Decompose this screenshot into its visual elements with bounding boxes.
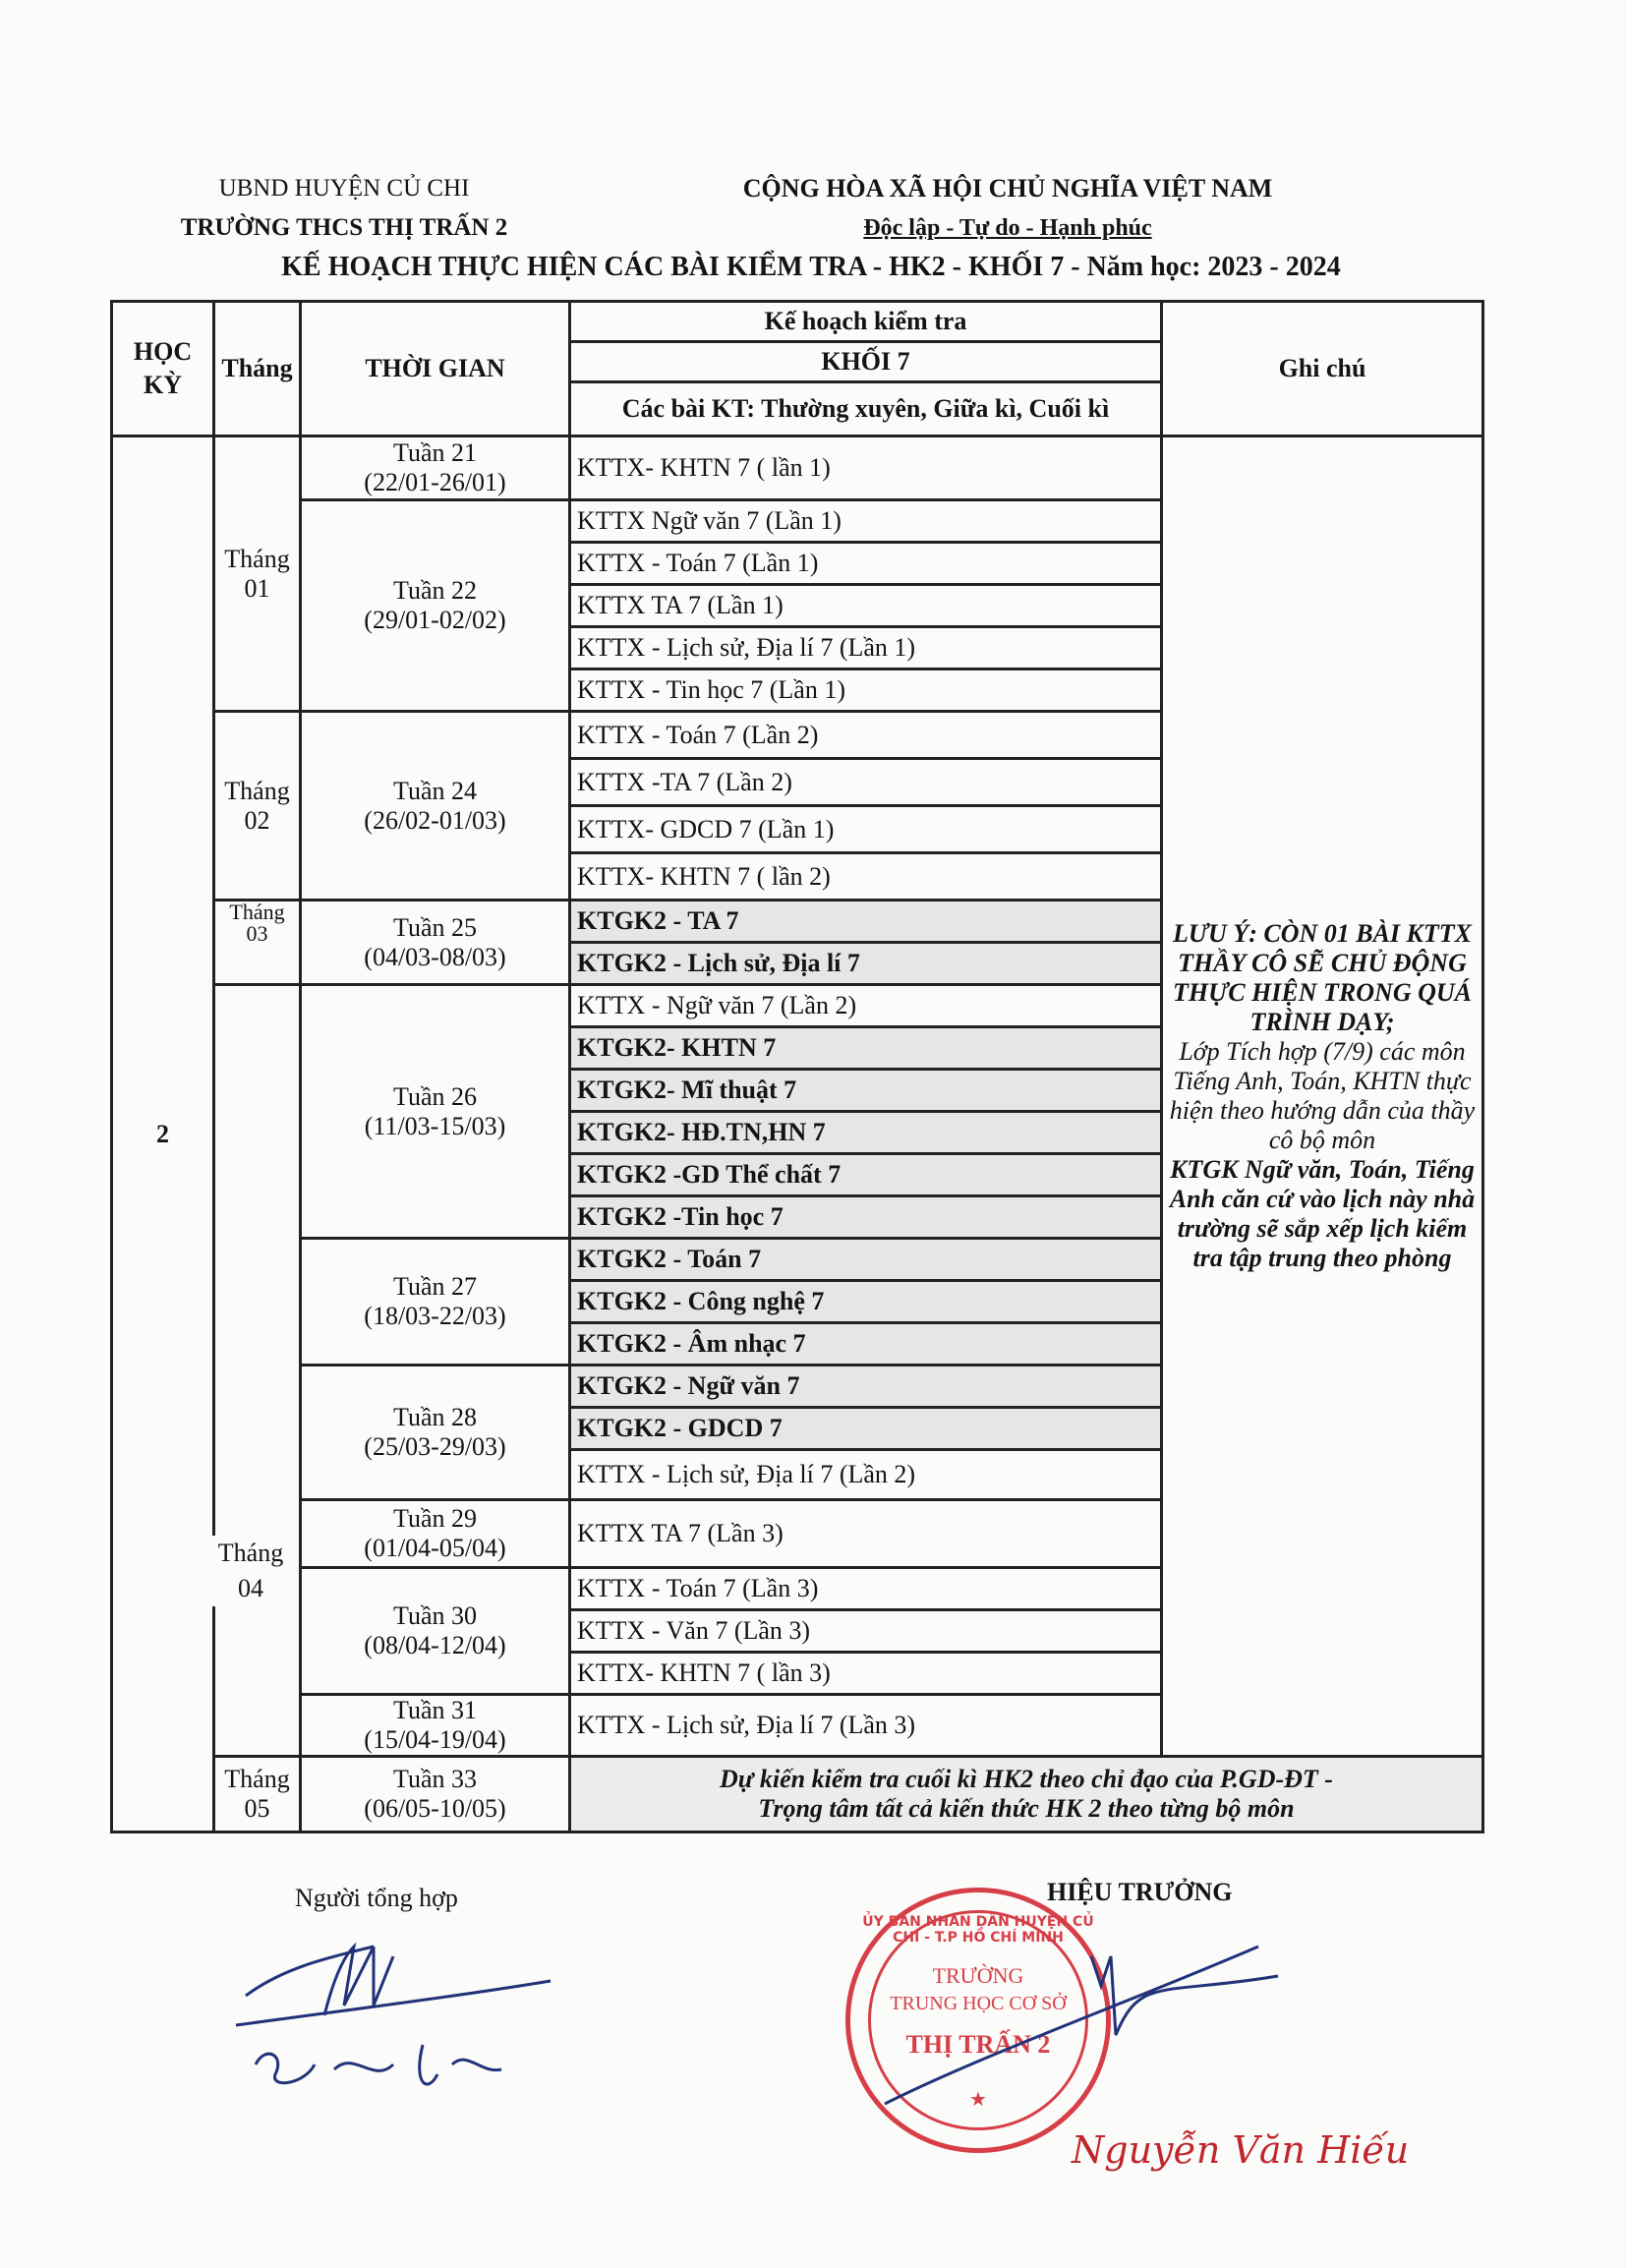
month-cell-02: Tháng 02 bbox=[214, 712, 301, 901]
grade-header: KHỐI 7 bbox=[570, 342, 1162, 382]
semester-header: HỌC KỲ bbox=[112, 302, 214, 436]
note-midterm: KTGK Ngữ văn, Toán, Tiếng Anh căn cứ vào lịch này nhà trường sẽ sắp xếp lịch kiểm tra tập trung theo phòng bbox=[1169, 1155, 1476, 1272]
note-integrated-class: Lớp Tích hợp (7/9) các môn Tiếng Anh, Toán, KHTN thực hiện theo hướng dẫn của thầy cô bộ môn bbox=[1169, 1037, 1476, 1154]
test-item: KTGK2 - Âm nhạc 7 bbox=[570, 1323, 1162, 1366]
country-name: CỘNG HÒA XÃ HỘI CHỦ NGHĨA VIỆT NAM bbox=[742, 174, 1273, 203]
week-cell-22: Tuần 22 (29/01-02/02) bbox=[301, 500, 570, 712]
week-cell-26: Tuần 26 (11/03-15/03) bbox=[301, 985, 570, 1239]
test-item: KTTX- GDCD 7 (Lần 1) bbox=[570, 806, 1162, 853]
authority-name: UBND HUYỆN CỦ CHI bbox=[218, 175, 470, 202]
school-name: TRƯỜNG THCS THỊ TRẤN 2 bbox=[180, 214, 508, 241]
month-cell-05: Tháng 05 bbox=[214, 1757, 301, 1832]
test-item: KTTX -TA 7 (Lần 2) bbox=[570, 759, 1162, 806]
test-item: KTGK2 - Toán 7 bbox=[570, 1239, 1162, 1281]
week-cell-30: Tuần 30 (08/04-12/04) bbox=[301, 1568, 570, 1695]
national-motto: Độc lập - Tự do - Hạnh phúc bbox=[863, 215, 1152, 241]
issuing-authority bbox=[147, 169, 541, 248]
week-cell-28: Tuần 28 (25/03-29/03) bbox=[301, 1366, 570, 1500]
week-cell-31: Tuần 31 (15/04-19/04) bbox=[301, 1695, 570, 1757]
test-item: KTTX- KHTN 7 ( lần 3) bbox=[570, 1653, 1162, 1695]
test-item: KTGK2- KHTN 7 bbox=[570, 1027, 1162, 1070]
test-item: KTGK2 - Công nghệ 7 bbox=[570, 1281, 1162, 1323]
semester-cell: 2 bbox=[112, 436, 214, 1832]
month-spacer bbox=[214, 985, 301, 1757]
stamp-line-2: TRUNG HỌC CƠ SỞ bbox=[890, 1993, 1067, 2014]
week-cell-27: Tuần 27 (18/03-22/03) bbox=[301, 1239, 570, 1366]
test-item: KTTX - Lịch sử, Địa lí 7 (Lần 2) bbox=[570, 1450, 1162, 1500]
compiler-label: Người tổng hợp bbox=[295, 1884, 458, 1912]
test-item: KTTX - Văn 7 (Lần 3) bbox=[570, 1610, 1162, 1653]
note-cell bbox=[1162, 436, 1483, 1757]
final-exam-note: Dự kiến kiểm tra cuối kì HK2 theo chỉ đạo của P.GD-ĐT - Trọng tâm tất cả kiến thức HK 2 theo từng bộ môn bbox=[570, 1757, 1483, 1832]
table-row bbox=[112, 436, 1483, 500]
test-item: KTGK2 - GDCD 7 bbox=[570, 1408, 1162, 1450]
test-item: KTTX - Toán 7 (Lần 1) bbox=[570, 543, 1162, 585]
test-item: KTTX TA 7 (Lần 3) bbox=[570, 1500, 1162, 1568]
compiler-signature bbox=[226, 1927, 580, 2123]
tests-header: Các bài KT: Thường xuyên, Giữa kì, Cuối kì bbox=[570, 382, 1162, 436]
test-item: KTTX TA 7 (Lần 1) bbox=[570, 585, 1162, 627]
test-item: KTTX - Toán 7 (Lần 2) bbox=[570, 712, 1162, 759]
week-cell-29: Tuần 29 (01/04-05/04) bbox=[301, 1500, 570, 1568]
time-header: THỜI GIAN bbox=[301, 302, 570, 436]
principal-signature bbox=[865, 1897, 1317, 2123]
plan-header: Kế hoạch kiểm tra bbox=[570, 302, 1162, 342]
month-cell-03: Tháng 03 bbox=[214, 901, 301, 985]
principal-name: Nguyễn Văn Hiếu bbox=[1072, 2128, 1410, 2172]
test-item: KTGK2- HĐ.TN,HN 7 bbox=[570, 1112, 1162, 1154]
test-item: KTTX - Ngữ văn 7 (Lần 2) bbox=[570, 985, 1162, 1027]
month-cell-04: Tháng 04 bbox=[206, 1536, 295, 1606]
stamp-star-icon: ★ bbox=[969, 2089, 987, 2111]
week-cell-21: Tuần 21 (22/01-26/01) bbox=[301, 436, 570, 500]
week-cell-33: Tuần 33 (06/05-10/05) bbox=[301, 1757, 570, 1832]
stamp-line-3: THỊ TRẤN 2 bbox=[905, 2030, 1051, 2059]
test-item: KTGK2 -GD Thể chất 7 bbox=[570, 1154, 1162, 1196]
stamp-line-1: TRƯỜNG bbox=[932, 1963, 1024, 1988]
document-title: KẾ HOẠCH THỰC HIỆN CÁC BÀI KIỂM TRA - HK2 - KHỐI 7 - Năm học: 2023 - 2024 bbox=[281, 252, 1341, 282]
test-item: KTTX- KHTN 7 ( lần 1) bbox=[570, 436, 1162, 500]
test-item: KTGK2 - Ngữ văn 7 bbox=[570, 1366, 1162, 1408]
note-header: Ghi chú bbox=[1162, 302, 1483, 436]
month-header: Tháng bbox=[214, 302, 301, 436]
test-item: KTGK2 -Tin học 7 bbox=[570, 1196, 1162, 1239]
test-item: KTTX - Lịch sử, Địa lí 7 (Lần 1) bbox=[570, 627, 1162, 669]
table-row bbox=[112, 1757, 1483, 1832]
week-cell-25: Tuần 25 (04/03-08/03) bbox=[301, 901, 570, 985]
test-plan-table bbox=[110, 300, 1484, 1833]
week-cell-24: Tuần 24 (26/02-01/03) bbox=[301, 712, 570, 901]
month-cell-01: Tháng 01 bbox=[214, 436, 301, 712]
national-header bbox=[688, 169, 1327, 248]
test-item: KTTX Ngữ văn 7 (Lần 1) bbox=[570, 500, 1162, 543]
header-row bbox=[112, 302, 1483, 342]
test-item: KTTX - Lịch sử, Địa lí 7 (Lần 3) bbox=[570, 1695, 1162, 1757]
test-item: KTTX - Toán 7 (Lần 3) bbox=[570, 1568, 1162, 1610]
note-warning: LƯU Ý: CÒN 01 BÀI KTTX THẦY CÔ SẼ CHỦ ĐỘNG THỰC HIỆN TRONG QUÁ TRÌNH DẠY; bbox=[1172, 919, 1472, 1036]
principal-label: HIỆU TRƯỞNG bbox=[1047, 1878, 1233, 1906]
test-item: KTTX - Tin học 7 (Lần 1) bbox=[570, 669, 1162, 712]
test-item: KTGK2 - TA 7 bbox=[570, 901, 1162, 943]
test-item: KTGK2- Mĩ thuật 7 bbox=[570, 1070, 1162, 1112]
test-item: KTGK2 - Lịch sử, Địa lí 7 bbox=[570, 943, 1162, 985]
test-item: KTTX- KHTN 7 ( lần 2) bbox=[570, 853, 1162, 901]
stamp-ring-text: ỦY BAN NHÂN DÂN HUYỆN CỦ CHI - T.P HỒ CHÍ MINH bbox=[862, 1914, 1094, 1946]
